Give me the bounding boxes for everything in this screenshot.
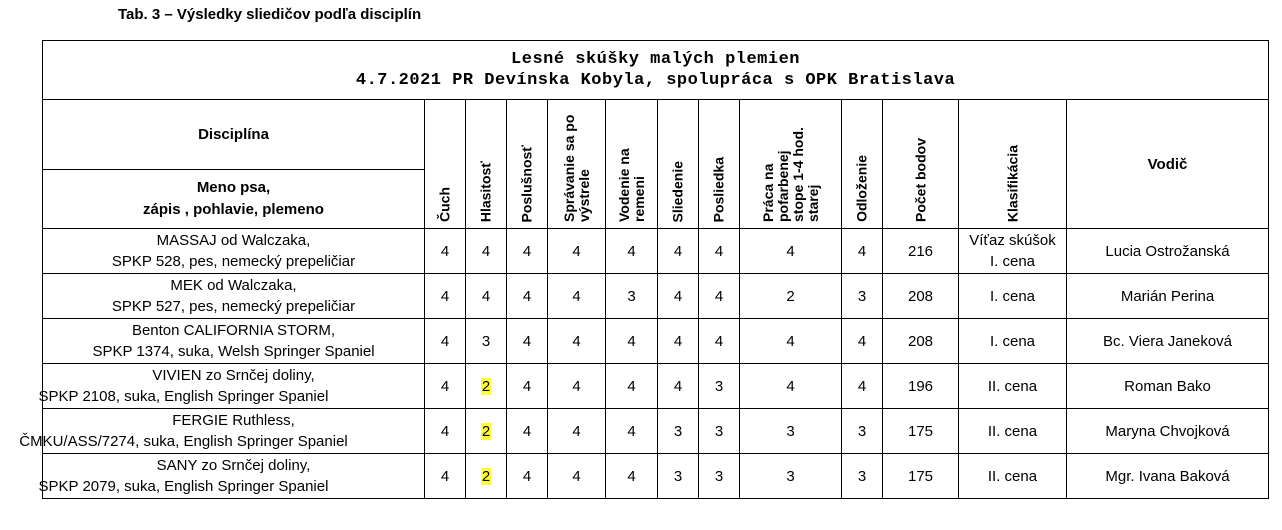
- score-value: 3: [857, 467, 867, 485]
- dog-name: Benton CALIFORNIA STORM,: [131, 322, 336, 339]
- score-value: 3: [857, 287, 867, 305]
- dog-detail: SPKP 1374, suka, Welsh Springer Spaniel: [92, 343, 375, 360]
- header-pocet-label: Počet bodov: [912, 137, 928, 222]
- score-hlasitost: [466, 454, 507, 499]
- score-praca: [740, 229, 842, 274]
- score-praca: [740, 319, 842, 364]
- score-value: 4: [627, 332, 636, 350]
- score-poslusnost: [507, 409, 548, 454]
- score-value: 3: [481, 332, 491, 350]
- score-value: 4: [440, 422, 450, 440]
- score-value: 208: [907, 287, 934, 305]
- score-posliedka: [699, 319, 740, 364]
- score-value: 4: [572, 422, 581, 440]
- score-value: 3: [786, 467, 795, 485]
- score-value: 3: [673, 467, 683, 485]
- score-value: 4: [440, 242, 450, 260]
- vodic-cell: Mgr. Ivana Baková: [1067, 454, 1269, 499]
- score-value: 4: [627, 467, 636, 485]
- score-sliedenie: [658, 229, 699, 274]
- header-meno: [43, 169, 425, 228]
- score-value: 175: [907, 467, 934, 485]
- header-sliedenie-label: Sliedenie: [669, 160, 686, 222]
- score-value: 208: [907, 332, 934, 350]
- score-vodenie: [606, 319, 658, 364]
- score-odlozenie: [842, 454, 883, 499]
- klasifikacia-line1: I. cena: [989, 287, 1036, 305]
- header-poslusnost-label: Poslušnosť: [518, 144, 535, 222]
- score-hlasitost: [466, 319, 507, 364]
- score-value: 4: [714, 332, 724, 350]
- score-praca: [740, 364, 842, 409]
- score-odlozenie: [842, 319, 883, 364]
- dog-detail: SPKP 2079, suka, English Springer Spaniel: [38, 478, 329, 495]
- header-klasifikacia: [959, 100, 1067, 229]
- score-value: 4: [572, 467, 581, 485]
- score-value: 2: [786, 287, 795, 305]
- score-cuch: [425, 319, 466, 364]
- vodic-cell: Roman Bako: [1067, 364, 1269, 409]
- score-value: 175: [907, 422, 934, 440]
- score-odlozenie: [842, 229, 883, 274]
- score-value: 4: [627, 422, 636, 440]
- header-cuch: [425, 100, 466, 229]
- score-value: 4: [440, 467, 450, 485]
- score-vodenie: [606, 364, 658, 409]
- score-value: 4: [714, 287, 724, 305]
- score-odlozenie: [842, 409, 883, 454]
- dog-detail: ČMKU/ASS/7274, suka, English Springer Spaniel: [19, 433, 348, 450]
- score-value: 3: [714, 377, 724, 395]
- header-pocet: [883, 100, 959, 229]
- header-hlasitost: [466, 100, 507, 229]
- score-value: 4: [673, 332, 683, 350]
- header-klasifikacia-label: Klasifikácia: [1004, 144, 1020, 222]
- header-praca-label: Práca na pofarbenej stope 1-4 hod. starej: [759, 127, 821, 222]
- header-vodenie-label: Vodenie na remeni: [615, 148, 647, 222]
- score-odlozenie: [842, 364, 883, 409]
- score-value: 4: [481, 242, 491, 260]
- klasifikacia-line2: I. cena: [989, 253, 1036, 270]
- score-spravanie: [548, 319, 606, 364]
- score-hlasitost: [466, 409, 507, 454]
- score-value: 4: [786, 332, 795, 350]
- klasifikacia-cell: [959, 454, 1067, 499]
- score-value: 4: [714, 242, 724, 260]
- table-row: [43, 454, 1269, 499]
- score-value: 4: [673, 377, 683, 395]
- score-value: 4: [627, 242, 636, 260]
- score-value: 4: [522, 332, 532, 350]
- dog-detail: SPKP 527, pes, nemecký prepeličiar: [111, 298, 356, 315]
- table-row: [43, 319, 1269, 364]
- vodic-cell: Lucia Ostrožanská: [1067, 229, 1269, 274]
- table-title-line1: Lesné skúšky malých plemien: [511, 50, 800, 69]
- score-vodenie: [606, 454, 658, 499]
- header-cuch-label: Čuch: [436, 187, 453, 222]
- header-spravanie-label: Správanie sa po výstrele: [560, 114, 592, 222]
- klasifikacia-cell: [959, 229, 1067, 274]
- klasifikacia-cell: [959, 274, 1067, 319]
- score-posliedka: [699, 364, 740, 409]
- score-vodenie: [606, 409, 658, 454]
- score-pocet: [883, 274, 959, 319]
- score-value: 196: [907, 377, 934, 395]
- score-praca: [740, 274, 842, 319]
- header-odlozenie: [842, 100, 883, 229]
- score-value: 216: [907, 242, 934, 260]
- score-poslusnost: [507, 274, 548, 319]
- table-row: [43, 274, 1269, 319]
- score-pocet: [883, 454, 959, 499]
- score-value: 3: [786, 422, 795, 440]
- klasifikacia-cell: [959, 319, 1067, 364]
- score-poslusnost: [507, 319, 548, 364]
- score-spravanie: [548, 229, 606, 274]
- score-value: 4: [440, 287, 450, 305]
- header-hlasitost-label: Hlasitosť: [477, 160, 494, 222]
- score-value: 4: [481, 287, 491, 305]
- table-caption: Tab. 3 – Výsledky sliedičov podľa disciplín: [118, 6, 422, 23]
- score-posliedka: [699, 274, 740, 319]
- score-vodenie: [606, 229, 658, 274]
- dog-name: SANY zo Srnčej doliny,: [156, 457, 311, 474]
- score-pocet: [883, 409, 959, 454]
- score-poslusnost: [507, 364, 548, 409]
- dog-name: MASSAJ od Walczaka,: [156, 232, 311, 249]
- score-hlasitost: [466, 229, 507, 274]
- dog-cell: [38, 454, 425, 499]
- score-cuch: [425, 409, 466, 454]
- dog-detail: SPKP 2108, suka, English Springer Spaniel: [38, 388, 329, 405]
- score-value: 4: [572, 287, 581, 305]
- score-value: 2: [481, 467, 491, 485]
- score-posliedka: [699, 454, 740, 499]
- score-value: 4: [673, 242, 683, 260]
- score-cuch: [425, 364, 466, 409]
- dog-cell: [43, 319, 425, 364]
- score-value: 3: [857, 422, 867, 440]
- score-value: 4: [673, 287, 683, 305]
- score-value: 4: [857, 332, 867, 350]
- score-value: 4: [857, 242, 867, 260]
- score-cuch: [425, 229, 466, 274]
- score-sliedenie: [658, 364, 699, 409]
- score-praca: [740, 409, 842, 454]
- results-table: [19, 40, 1269, 499]
- header-odlozenie-label: Odloženie: [853, 155, 870, 222]
- vodic-cell: Marián Perina: [1067, 274, 1269, 319]
- dog-detail: SPKP 528, pes, nemecký prepeličiar: [111, 253, 356, 270]
- score-poslusnost: [507, 229, 548, 274]
- klasifikacia-line1: II. cena: [987, 422, 1038, 440]
- score-odlozenie: [842, 274, 883, 319]
- header-meno-line2: zápis , pohlavie, plemeno: [143, 200, 324, 218]
- score-value: 2: [481, 377, 491, 395]
- score-value: 4: [522, 287, 532, 305]
- header-poslusnost: [507, 100, 548, 229]
- score-value: 4: [857, 377, 867, 395]
- header-vodenie: [606, 100, 658, 229]
- score-spravanie: [548, 274, 606, 319]
- score-sliedenie: [658, 409, 699, 454]
- score-posliedka: [699, 229, 740, 274]
- klasifikacia-cell: [959, 409, 1067, 454]
- header-vodic: Vodič: [1067, 100, 1269, 229]
- score-value: 3: [714, 422, 724, 440]
- header-spravanie: [548, 100, 606, 229]
- klasifikacia-line1: II. cena: [987, 467, 1038, 485]
- score-sliedenie: [658, 319, 699, 364]
- score-hlasitost: [466, 364, 507, 409]
- score-value: 4: [522, 242, 532, 260]
- table-title-line2: 4.7.2021 PR Devínska Kobyla, spolupráca s OPK Bratislava: [355, 71, 956, 90]
- score-praca: [740, 454, 842, 499]
- score-pocet: [883, 319, 959, 364]
- score-value: 3: [627, 287, 636, 305]
- score-value: 4: [572, 242, 581, 260]
- dog-name: MEK od Walczaka,: [170, 277, 297, 294]
- score-value: 3: [714, 467, 724, 485]
- score-pocet: [883, 229, 959, 274]
- score-value: 4: [440, 377, 450, 395]
- dog-cell: [43, 274, 425, 319]
- table-title: [43, 41, 1269, 100]
- table-row: [43, 229, 1269, 274]
- dog-cell: [19, 409, 425, 454]
- klasifikacia-line1: Víťaz skúšok: [969, 232, 1056, 249]
- klasifikacia-line1: I. cena: [989, 332, 1036, 350]
- header-posliedka-label: Posliedka: [710, 156, 727, 222]
- dog-name: VIVIEN zo Srnčej doliny,: [152, 367, 315, 384]
- score-pocet: [883, 364, 959, 409]
- score-cuch: [425, 274, 466, 319]
- vodic-cell: Bc. Viera Janeková: [1067, 319, 1269, 364]
- header-sliedenie: [658, 100, 699, 229]
- header-posliedka: [699, 100, 740, 229]
- score-value: 4: [440, 332, 450, 350]
- dog-cell: [38, 364, 425, 409]
- score-posliedka: [699, 409, 740, 454]
- klasifikacia-line1: II. cena: [987, 377, 1038, 395]
- table-row: [43, 364, 1269, 409]
- score-value: 4: [522, 377, 532, 395]
- score-sliedenie: [658, 454, 699, 499]
- score-cuch: [425, 454, 466, 499]
- table-body: [19, 229, 1269, 499]
- score-value: 4: [572, 332, 581, 350]
- score-sliedenie: [658, 274, 699, 319]
- score-value: 4: [786, 242, 795, 260]
- klasifikacia-cell: [959, 364, 1067, 409]
- score-vodenie: [606, 274, 658, 319]
- score-value: 4: [786, 377, 795, 395]
- score-value: 4: [572, 377, 581, 395]
- header-meno-line1: Meno psa,: [196, 178, 271, 196]
- score-poslusnost: [507, 454, 548, 499]
- score-value: 2: [481, 422, 491, 440]
- score-value: 4: [627, 377, 636, 395]
- vodic-cell: Maryna Chvojková: [1067, 409, 1269, 454]
- score-hlasitost: [466, 274, 507, 319]
- score-value: 4: [522, 467, 532, 485]
- dog-cell: [43, 229, 425, 274]
- table-row: [43, 409, 1269, 454]
- score-spravanie: [548, 454, 606, 499]
- header-disciplina: Disciplína: [43, 100, 425, 170]
- dog-name: FERGIE Ruthless,: [172, 412, 295, 429]
- score-value: 3: [673, 422, 683, 440]
- score-spravanie: [548, 364, 606, 409]
- score-spravanie: [548, 409, 606, 454]
- score-value: 4: [522, 422, 532, 440]
- header-praca: [740, 100, 842, 229]
